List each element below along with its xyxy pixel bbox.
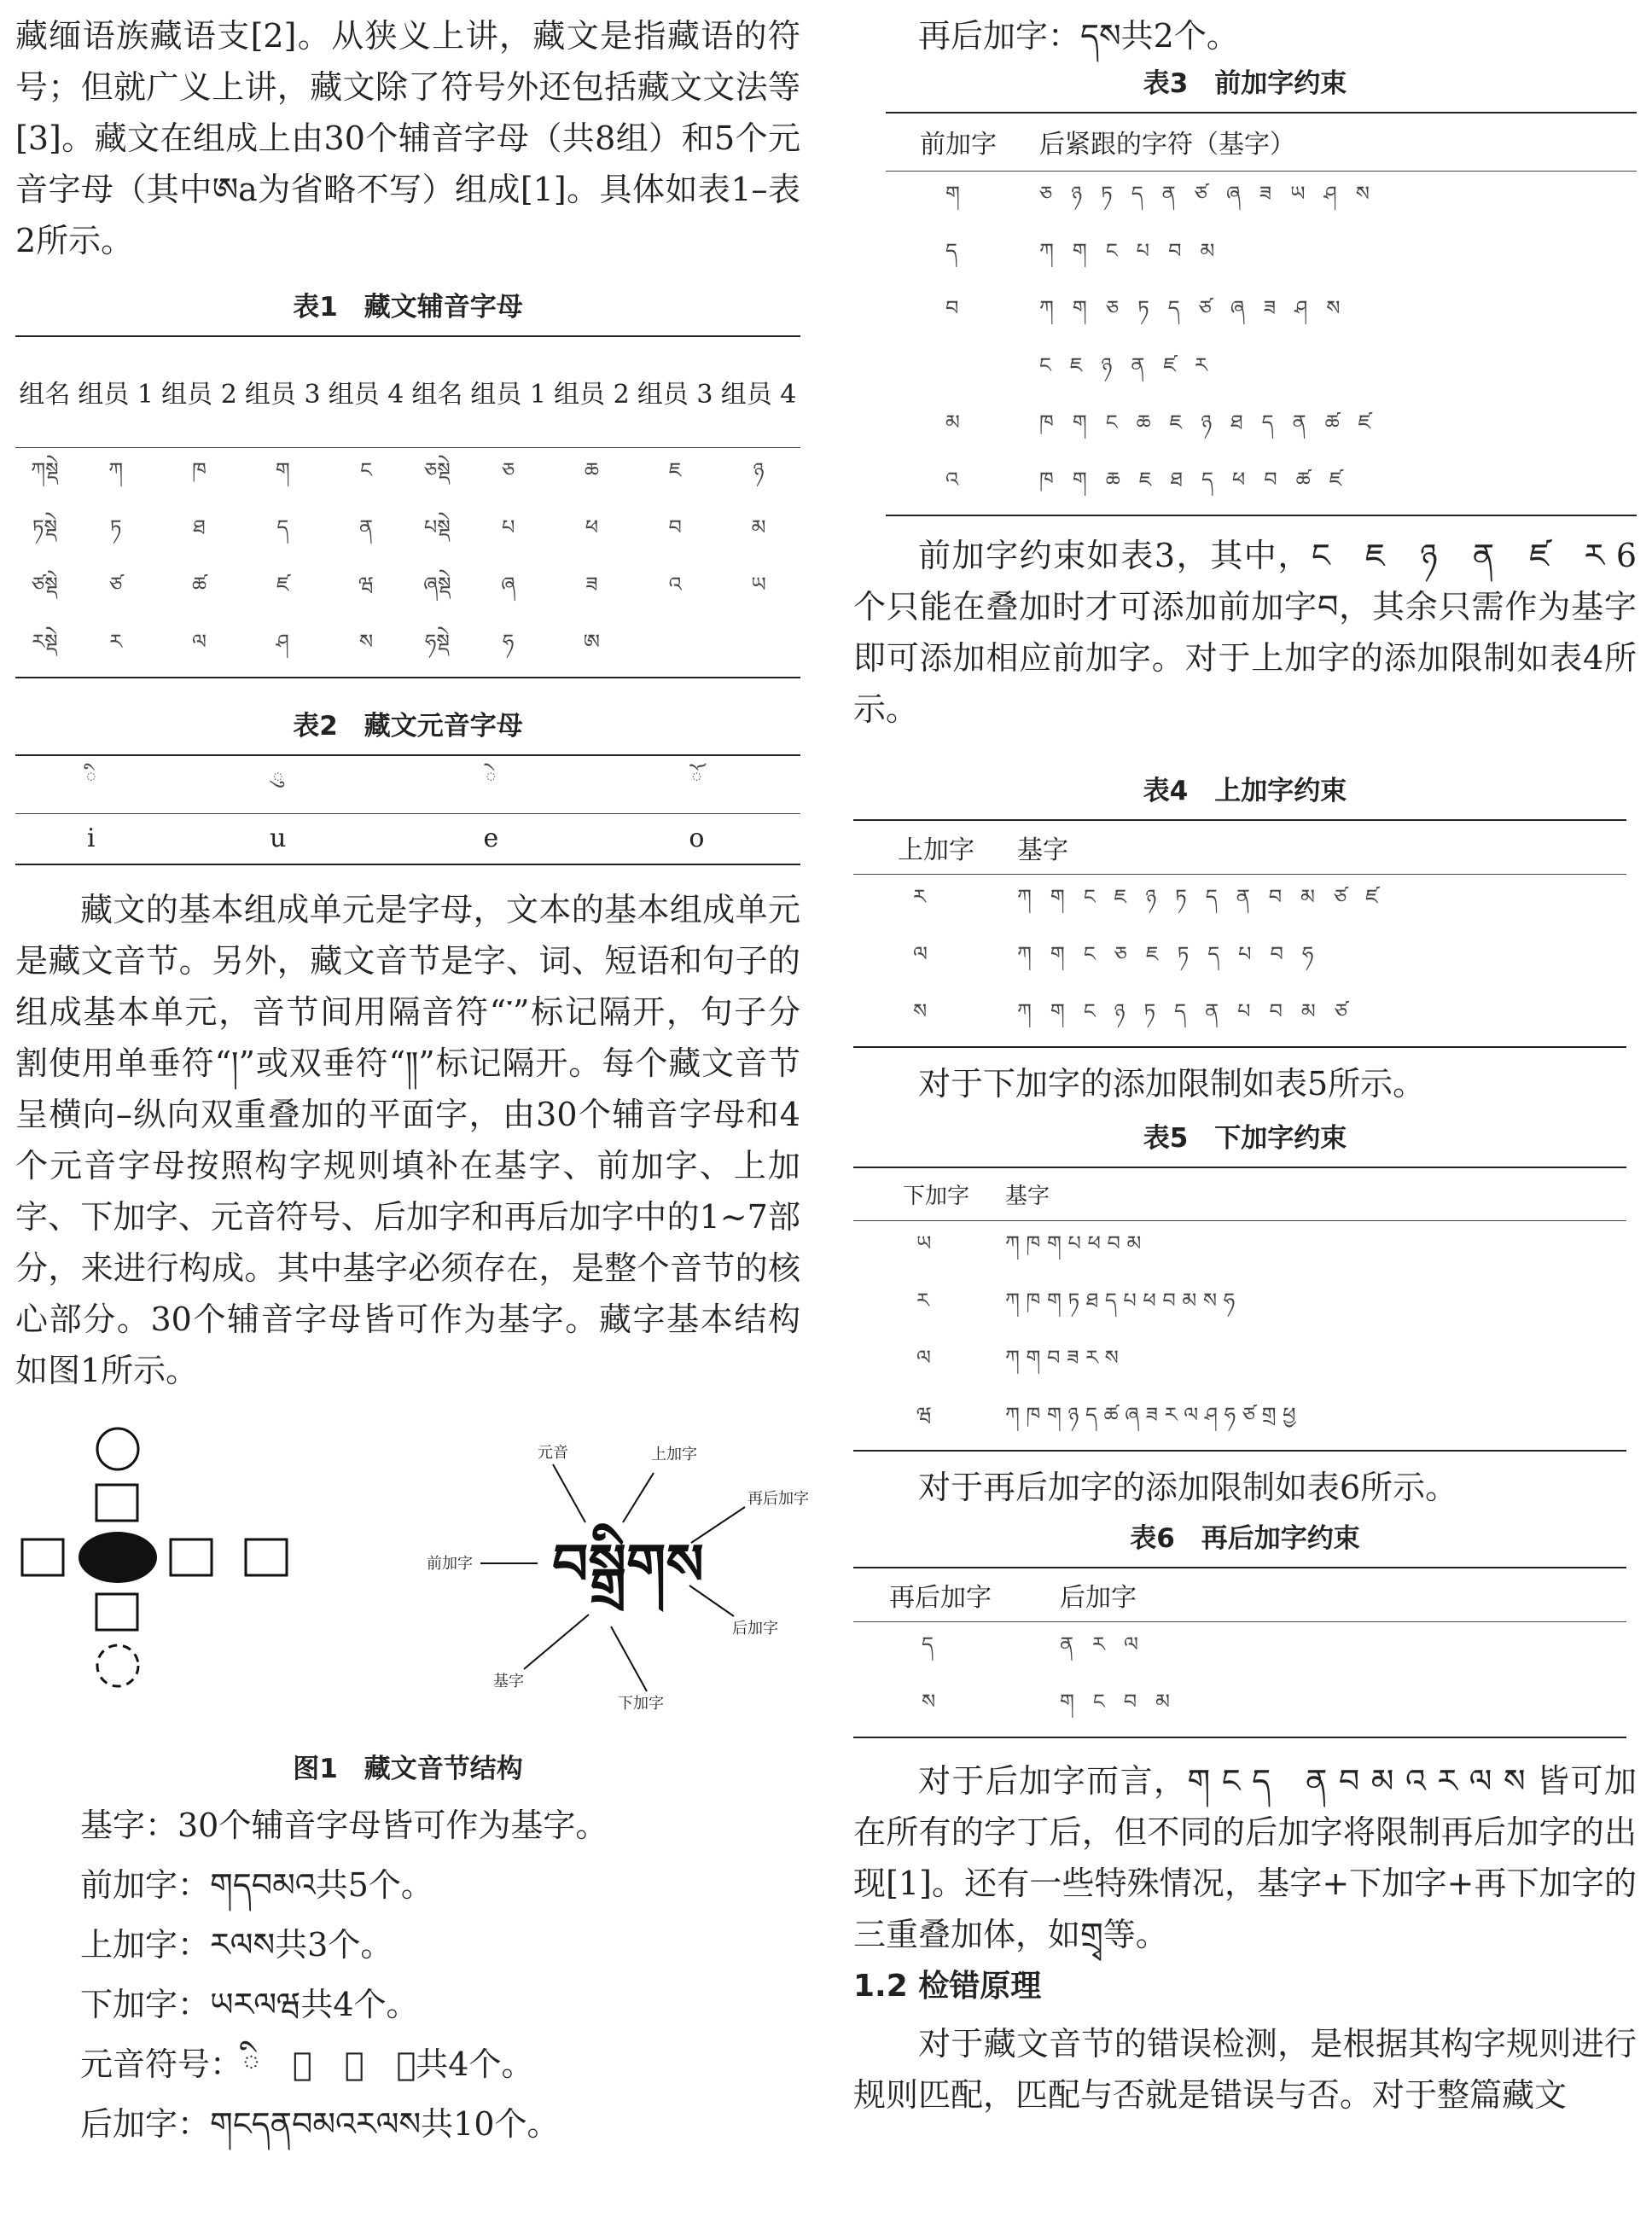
table-row <box>15 562 800 620</box>
table5-header-row <box>853 1167 1626 1220</box>
table5-prefix-cell: ལ <box>916 1345 931 1370</box>
component-list <box>15 1795 800 2154</box>
tibetan-letter: ཐ <box>1230 410 1243 434</box>
table1-header-cell: 组员 2 <box>554 380 630 410</box>
table1-cell: ཏསྡེ <box>32 515 57 539</box>
table1-cell: ཙསྡེ <box>32 572 58 596</box>
tibetan-letter: བ <box>1123 1690 1137 1714</box>
table-row <box>886 286 1637 343</box>
table1-cell: ཕ <box>585 515 599 539</box>
tibetan-letter: ག <box>1050 999 1065 1023</box>
table1-cell: ཧསྡེ <box>424 629 450 654</box>
table1-cell: པསྡེ <box>423 515 451 539</box>
table3-body <box>886 171 1637 515</box>
tibetan-letter: ཞ <box>1230 295 1245 320</box>
table1-cell: ཉ <box>753 457 765 482</box>
tibetan-letter: ཀ <box>1017 999 1032 1023</box>
tibetan-letter: ང <box>1092 1690 1105 1714</box>
tibetan-letter: པ <box>1136 238 1150 263</box>
tibetan-letter: ཇ <box>1169 410 1183 434</box>
table6-body <box>853 1622 1626 1738</box>
tibetan-letter: ཙ <box>1194 181 1207 206</box>
tibetan-letter: ཉ <box>1145 885 1157 909</box>
tibetan-letter: ད <box>1201 467 1213 492</box>
table1-header-row <box>15 336 800 447</box>
table6-header-row <box>853 1568 1626 1622</box>
tibetan-letter: ག <box>1050 942 1065 966</box>
superscript-box <box>96 1485 137 1521</box>
table3-prefix-cell: ག <box>945 181 960 206</box>
tibetan-letter: ད <box>1167 295 1180 320</box>
table2-tibetan-row <box>15 755 800 814</box>
table3-prefix-cell: མ <box>945 410 960 434</box>
tibetan-letter: བ <box>1269 999 1283 1023</box>
label-postsuffix: 再后加字 <box>747 1490 809 1508</box>
tibetan-letter: ཉ <box>1201 410 1213 434</box>
line-postpost: 再后加字：དས共2个。 <box>918 17 1239 55</box>
table1-cell: ན <box>359 515 374 539</box>
component-line: 后加字：གངདནབམའརལས共10个。 <box>80 2105 560 2143</box>
tibetan-letter: ད <box>1207 942 1220 966</box>
table1-cell: ཀ <box>108 457 124 482</box>
tibetan-letter: ང <box>1039 352 1051 377</box>
table4-header-base: 基字 <box>1017 835 1068 865</box>
tibetan-letter: ཛ <box>1358 410 1371 434</box>
tibetan-letter: ན <box>1060 1632 1074 1656</box>
paragraph-syllable: 藏文的基本组成单元是字母，文本的基本组成单元是藏文音节。另外，藏文音节是字、词、短语和句子的组成基本单元，音节间用隔音符“་”标记隔开，句子分割使用单垂符“།”或双垂符“༎”标记隔开。每个藏文音节呈横向–纵向双重叠加的平面字，由30个辅音字母和4个元音字母按照构字规则填补在基字、前加字、上加字、下加字、元音符号、后加字和再后加字中的1~7部分，来进行构成。其中基字必须存在，是整个音节的核心部分。30个辅音字母皆可作为基字。藏字基本结构如图1所示。 <box>15 891 800 1389</box>
tibetan-letter: ད <box>1205 885 1218 909</box>
table1-cell <box>717 620 800 678</box>
suffix-box <box>171 1539 212 1575</box>
table-row <box>853 989 1626 1047</box>
tibetan-letter: ཛ <box>1329 467 1342 492</box>
paragraph-suffix: 对于后加字而言，ག ང ད ན བ མ འ ར ལ ས 皆可加在所有的字丁后，但不同的后加字将限制再后加字的出现[1]。还有一些特殊情况，基字+下加字+再下加字的三重叠加体，如གྲྭ等。 <box>853 1762 1637 1953</box>
table3-prefix-cell <box>886 343 1039 400</box>
tibetan-letter: ཚ <box>1324 410 1340 434</box>
table3-prefix-cell: ད <box>945 238 957 263</box>
tibetan-letter: ཉ <box>1114 999 1126 1023</box>
table5-caption: 表5 下加字约束 <box>1143 1123 1347 1154</box>
tibetan-letter: ཟ <box>1263 295 1277 320</box>
tibetan-letter: ང <box>1083 885 1096 909</box>
tibetan-letter: ཛ <box>1365 885 1378 909</box>
table-row <box>853 1220 1626 1278</box>
paragraph-intro: 藏缅语族藏语支[2]。从狭义上讲，藏文是指藏语的符号；但就广义上讲，藏文除了符号外还包括藏文文法等[3]。藏文在组成上由30个辅音字母（共8组）和5个元音字母（其中ཨa为省略不写）组成[1]。具体如表1–表2所示。 <box>15 17 800 259</box>
tibetan-letter: ན <box>1161 181 1176 206</box>
table5-base-cell: ཀ ཁ ག ཏ ཐ ད པ ཕ བ མ ས ཧ <box>1005 1288 1236 1312</box>
table1-cell: ཟ <box>585 572 598 596</box>
vowel-circle <box>97 1429 138 1469</box>
table2-tibetan-cell: ོ <box>690 765 703 790</box>
postsuffix-box <box>246 1539 287 1575</box>
extra-circle <box>97 1645 138 1686</box>
table2-tibetan-cell: ུ <box>272 765 284 790</box>
table2-caption: 表2 藏文元音字母 <box>293 710 523 742</box>
tibetan-letter: ག <box>1050 885 1065 909</box>
table3-base-cell <box>1039 286 1637 343</box>
tibetan-letter: ག <box>1060 1690 1074 1714</box>
tibetan-letter: ད <box>1174 999 1187 1023</box>
tibetan-letter: ན <box>1131 352 1145 377</box>
table1-cell: རསྡེ <box>32 629 58 654</box>
table2 <box>15 754 800 866</box>
table1-cell: ཚ <box>191 572 207 596</box>
table1-header-cell: 组员 3 <box>244 380 321 410</box>
table6-header-postpost: 再后加字 <box>889 1582 992 1613</box>
paragraph-table3: 前加字约束如表3，其中，ང ཇ ཉ ན ཛ ར 6个只能在叠加时才可添加前加字བ，其余只需作为基字即可添加相应前加字。对于上加字的添加限制如表4所示。 <box>853 536 1637 728</box>
table4-body <box>853 875 1626 1048</box>
tibetan-letter: ཀ <box>1017 885 1032 909</box>
table2-latin-cell: u <box>270 823 287 854</box>
tibetan-letter: ཏ <box>1143 999 1156 1023</box>
table1-cell: ཅ <box>502 457 515 482</box>
table3-prefix-cell: འ <box>945 467 959 492</box>
table1-cell: ཤ <box>276 629 289 654</box>
table1-cell: ཏ <box>109 515 122 539</box>
label-subscript: 下加字 <box>618 1695 664 1713</box>
table-row <box>886 229 1637 286</box>
tibetan-letter: ཙ <box>1334 999 1347 1023</box>
table5-base-cell: ཀ ག བ ཟ ར ས <box>1005 1345 1119 1370</box>
tibetan-letter: ཅ <box>1039 181 1053 206</box>
tibetan-letter: ག <box>1072 410 1087 434</box>
table1-header-cell: 组名 <box>411 380 463 410</box>
tibetan-letter: ག <box>1072 467 1087 492</box>
tibetan-letter: ཇ <box>1069 352 1083 377</box>
tibetan-letter: ཁ <box>1039 410 1054 434</box>
tibetan-letter: ཞ <box>1225 181 1241 206</box>
tibetan-letter: ཀ <box>1039 238 1054 263</box>
tibetan-letter: ཛ <box>1163 352 1176 377</box>
tibetan-letter: ཡ <box>1290 181 1306 206</box>
tibetan-letter: ད <box>1131 181 1143 206</box>
table4-base-cell <box>1017 989 1626 1047</box>
table1-cell: ད <box>276 515 289 539</box>
table4-base-cell <box>1017 875 1626 933</box>
table5-prefix-cell: ཝ <box>916 1402 932 1427</box>
table2-tibetan-cell: ེ <box>485 765 497 790</box>
label-vowel: 元音 <box>538 1444 568 1462</box>
tibetan-letter: ཏ <box>1177 942 1190 966</box>
table3-base-cell <box>1039 400 1637 457</box>
paragraph-table5-intro: 对于下加字的添加限制如表5所示。 <box>918 1065 1426 1103</box>
table-row <box>886 457 1637 515</box>
table1-cell: ཡ <box>751 572 766 596</box>
table-row <box>886 400 1637 457</box>
tibetan-letter: བ <box>1168 238 1182 263</box>
table-row <box>853 932 1626 989</box>
table5-header-sub: 下加字 <box>903 1183 970 1209</box>
table-row <box>853 1335 1626 1393</box>
paragraph-table6-intro: 对于再后加字的添加限制如表6所示。 <box>918 1468 1458 1506</box>
tibetan-letter: མ <box>1300 885 1315 909</box>
table1-cell: ཆ <box>584 457 599 482</box>
table3-header-prefix: 前加字 <box>920 130 997 160</box>
table1-cell: ཇ <box>668 457 682 482</box>
table1-cell: ཞསྡེ <box>423 572 451 596</box>
tibetan-letter: ར <box>1195 352 1207 377</box>
table-row <box>886 343 1637 400</box>
table1-header-cell: 组员 1 <box>470 380 546 410</box>
tibetan-letter: ཤ <box>1294 295 1308 320</box>
table4-caption: 表4 上加字约束 <box>1143 775 1347 806</box>
table4-prefix-cell: ས <box>913 999 928 1023</box>
tibetan-letter: ང <box>1083 999 1096 1023</box>
tibetan-letter: མ <box>1200 238 1215 263</box>
table1-cell: ཨ <box>583 629 601 654</box>
table6-caption: 表6 再后加字约束 <box>1130 1522 1360 1554</box>
label-base: 基字 <box>493 1673 524 1690</box>
table1-header-cell: 组名 <box>19 380 71 410</box>
component-line: 元音符号：ི ུ ེ ོ共4个。 <box>80 2045 534 2083</box>
table-row <box>853 1393 1626 1451</box>
table1-header-cell: 组员 4 <box>720 380 797 410</box>
paragraph-detection: 对于藏文音节的错误检测，是根据其构字规则进行规则匹配，匹配与否就是错误与否。对于整篇藏文 <box>853 2025 1637 2114</box>
tibetan-letter: ཐ <box>1170 467 1183 492</box>
table-row <box>853 1622 1626 1680</box>
tibetan-letter: ཅ <box>1105 295 1120 320</box>
table2-latin-cell: o <box>689 823 705 854</box>
table3 <box>886 112 1637 516</box>
table-row <box>853 1278 1626 1335</box>
table4-base-cell <box>1017 932 1626 989</box>
tibetan-letter: ཙ <box>1198 295 1212 320</box>
tibetan-letter: ཀ <box>1039 295 1054 320</box>
table1-cell: ཁ <box>192 457 206 482</box>
table1-cell: ར <box>109 629 123 654</box>
tibetan-letter: ཇ <box>1138 467 1152 492</box>
table1-cell: ཛ <box>276 572 289 596</box>
tibetan-letter: ག <box>1072 238 1087 263</box>
table3-header-base: 后紧跟的字符（基字） <box>1039 130 1295 160</box>
component-line: 上加字：རལས共3个。 <box>80 1926 393 1964</box>
tibetan-letter: ལ <box>1123 1632 1138 1656</box>
tibetan-letter: ན <box>1236 885 1250 909</box>
tibetan-letter: ཅ <box>1114 942 1127 966</box>
base-ellipse <box>79 1532 157 1583</box>
tibetan-letter: ཕ <box>1231 467 1246 492</box>
label-prefix: 前加字 <box>427 1555 473 1573</box>
table6-header-suffix: 后加字 <box>1060 1582 1137 1613</box>
table-row <box>853 875 1626 933</box>
tibetan-letter: ཆ <box>1105 467 1120 492</box>
table6-base-cell <box>1060 1622 1626 1680</box>
tibetan-letter: ཇ <box>1114 885 1127 909</box>
table2-latin-row <box>15 813 800 864</box>
table4-prefix-cell: ལ <box>913 942 928 966</box>
figure1 <box>15 1413 809 1742</box>
tibetan-letter: ས <box>1326 295 1341 320</box>
syllable-structure-diagram <box>15 1413 809 1742</box>
tibetan-letter: ཇ <box>1145 942 1159 966</box>
tibetan-letter: བ <box>1270 942 1283 966</box>
table3-base-cell <box>1039 171 1637 229</box>
right-column <box>853 0 1637 2121</box>
table6-base-cell <box>1060 1679 1626 1737</box>
table1-header-cell: 组员 3 <box>637 380 713 410</box>
table1-cell: ཙ <box>109 572 123 596</box>
table1-cell: ཝ <box>358 572 374 596</box>
table5-body <box>853 1220 1626 1451</box>
table3-base-cell <box>1039 457 1637 515</box>
tibetan-letter: ཀ <box>1017 942 1032 966</box>
tibetan-letter: ཏ <box>1137 295 1149 320</box>
tibetan-letter: ཆ <box>1136 410 1151 434</box>
table1-header-cell: 组员 4 <box>328 380 404 410</box>
table-row <box>853 1679 1626 1737</box>
tibetan-letter: ས <box>1355 181 1370 206</box>
table2-latin-cell: e <box>483 823 499 854</box>
table1-cell: འ <box>668 572 682 596</box>
table1-cell: ཅསྡེ <box>423 457 451 482</box>
table6-prefix-cell: ད <box>922 1632 934 1656</box>
tibetan-letter: ང <box>1105 238 1118 263</box>
tibetan-letter: པ <box>1237 999 1251 1023</box>
table2-latin-cell: i <box>87 823 96 854</box>
tibetan-letter: ག <box>1072 295 1087 320</box>
table3-prefix-cell: བ <box>945 295 959 320</box>
tibetan-letter: ཏ <box>1175 885 1187 909</box>
table1 <box>15 335 800 678</box>
table6-prefix-cell: ས <box>922 1690 936 1714</box>
table2-tibetan-cell: ི <box>85 765 97 790</box>
tibetan-letter: ཧ <box>1301 942 1314 966</box>
table4-header-row <box>853 820 1626 875</box>
tibetan-letter: བ <box>1268 885 1283 909</box>
table1-cell: ས <box>358 629 374 654</box>
figure1-caption: 图1 藏文音节结构 <box>293 1754 523 1784</box>
tibetan-letter: ན <box>1205 999 1219 1023</box>
tibetan-letter: ང <box>1083 942 1096 966</box>
tibetan-letter: བ <box>1264 467 1277 492</box>
table5-base-cell: ཀ ཁ ག པ ཕ བ མ <box>1005 1231 1142 1255</box>
tibetan-letter: ང <box>1105 410 1118 434</box>
tibetan-letter: ཁ <box>1039 467 1054 492</box>
table3-base-cell <box>1039 229 1637 286</box>
tibetan-letter: མ <box>1155 1690 1171 1714</box>
example-syllable: བསྒྲིགས <box>552 1531 704 1597</box>
table1-header-cell: 组员 1 <box>78 380 154 410</box>
table-row <box>886 171 1637 229</box>
table5-prefix-cell: ཡ <box>916 1231 932 1255</box>
table1-body <box>15 447 800 678</box>
table1-cell: ལ <box>192 629 206 654</box>
table5-base-cell: ཀ ཁ ག ཉ ད ཚ ཞ ཟ ར ལ ཤ ཧ ཙ གྲ ཕྱ <box>1005 1402 1296 1427</box>
table1-cell: བ <box>668 515 682 539</box>
table1-cell: ཞ <box>501 572 516 596</box>
component-line: 基字：30个辅音字母皆可作为基字。 <box>80 1807 608 1844</box>
table3-header-row <box>886 113 1637 171</box>
left-column <box>15 0 809 2154</box>
tibetan-letter: མ <box>1300 999 1316 1023</box>
table4-prefix-cell: ར <box>913 885 926 909</box>
tibetan-letter: ཉ <box>1071 181 1083 206</box>
table5-prefix-cell: ར <box>916 1288 929 1312</box>
table3-caption: 表3 前加字约束 <box>1143 68 1347 99</box>
prefix-box <box>22 1539 63 1575</box>
tibetan-letter: ཏ <box>1101 181 1113 206</box>
table1-cell: མ <box>751 515 766 539</box>
table-row <box>15 620 800 678</box>
table1-cell <box>633 620 717 678</box>
table-row <box>15 447 800 505</box>
tibetan-letter: ཟ <box>1259 181 1272 206</box>
table5 <box>853 1167 1626 1452</box>
table1-cell: ང <box>360 457 372 482</box>
table1-cell: པ <box>501 515 515 539</box>
tibetan-letter: ད <box>1261 410 1274 434</box>
table5-header-base: 基字 <box>1005 1183 1050 1209</box>
tibetan-letter: ན <box>1292 410 1306 434</box>
table3-base-cell <box>1039 343 1637 400</box>
tibetan-letter: ཚ <box>1295 467 1311 492</box>
section-heading: 1.2 检错原理 <box>853 1969 1042 2004</box>
subscript-box <box>96 1594 137 1630</box>
tibetan-letter: ཙ <box>1333 885 1347 909</box>
tibetan-letter: ཤ <box>1323 181 1337 206</box>
tibetan-letter: པ <box>1238 942 1252 966</box>
table4-header-super: 上加字 <box>898 835 974 865</box>
tibetan-letter: ཉ <box>1101 352 1113 377</box>
table1-cell: ག <box>275 457 290 482</box>
table4 <box>853 819 1626 1049</box>
label-superscript: 上加字 <box>651 1446 697 1463</box>
table-row <box>15 505 800 562</box>
component-line: 下加字：ཡརལཝ共4个。 <box>80 1986 419 2023</box>
table1-caption: 表1 藏文辅音字母 <box>293 292 523 323</box>
component-line: 前加字：གདབམའ共5个。 <box>80 1866 433 1904</box>
table1-header-cell: 组员 2 <box>161 380 237 410</box>
table1-cell: ཧ <box>502 629 515 654</box>
label-suffix: 后加字 <box>732 1620 778 1638</box>
table1-cell: ཀསྡེ <box>31 457 59 482</box>
table6 <box>853 1567 1626 1739</box>
table1-cell: ཐ <box>193 515 206 539</box>
tibetan-letter: ར <box>1092 1632 1105 1656</box>
